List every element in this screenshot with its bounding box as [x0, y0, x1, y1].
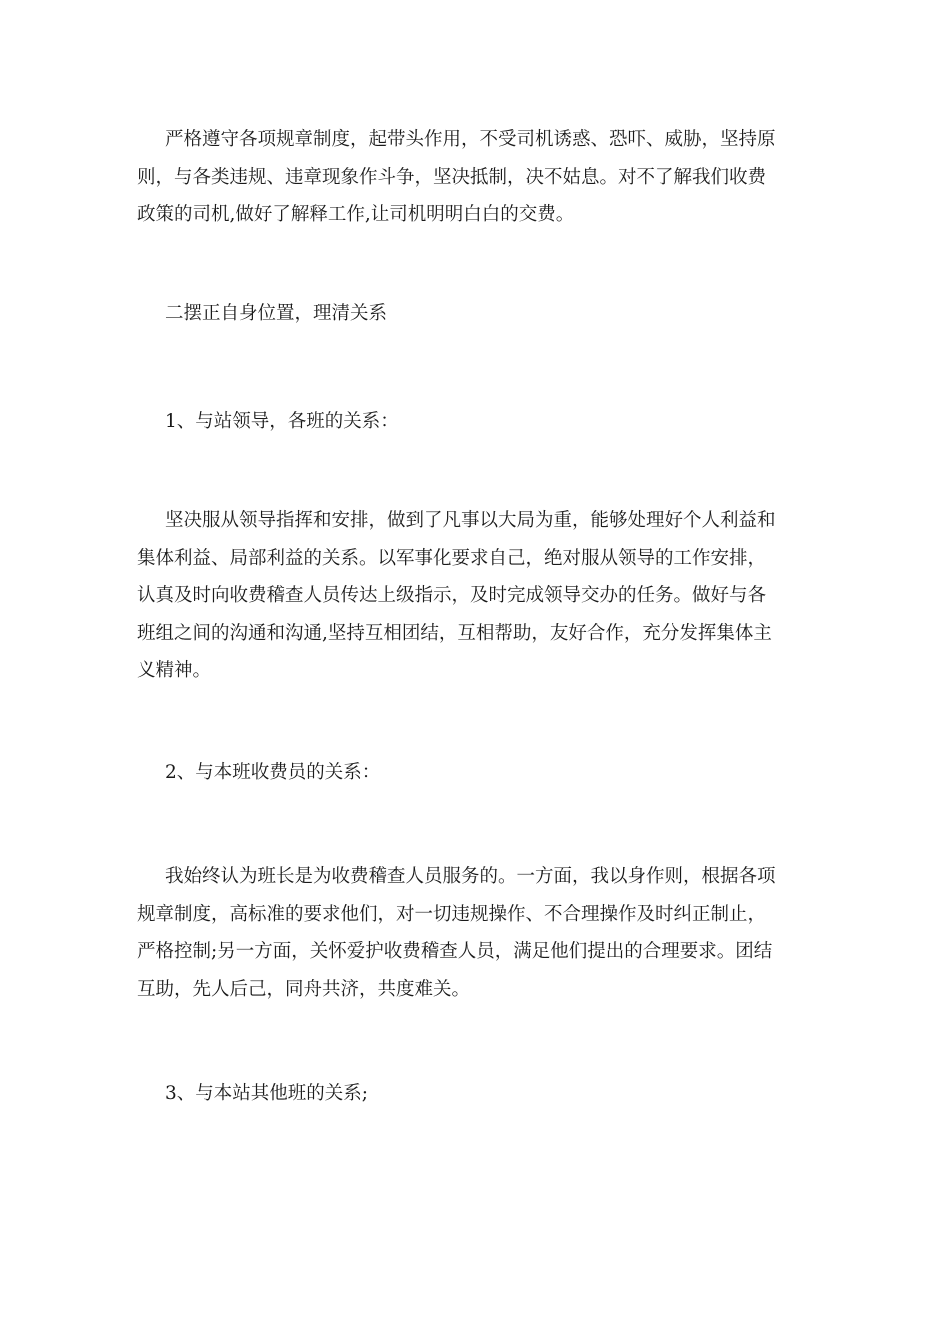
paragraph-serve-staff — [137, 858, 817, 1008]
paragraph-obey-leadership — [137, 502, 817, 690]
paragraph-line: 认真及时向收费稽查人员传达上级指示，及时完成领导交办的任务。做好与各 — [137, 585, 767, 606]
paragraph-line: 则，与各类违规、违章现象作斗争，坚决抵制，决不姑息。对不了解我们收费 — [137, 166, 767, 188]
section-heading-position — [137, 295, 817, 333]
paragraph-line: 政策的司机,做好了解释工作,让司机明明白白的交费。 — [137, 204, 575, 225]
subheading-text: 2、与本班收费员的关系： — [165, 762, 381, 783]
subheading-other-shifts-relations — [137, 1075, 817, 1113]
subheading-text: 1、与站领导，各班的关系： — [165, 411, 399, 432]
paragraph-line: 规章制度，高标准的要求他们，对一切违规操作、不合理操作及时纠正制止， — [137, 903, 767, 925]
paragraph-line: 我始终认为班长是为收费稽查人员服务的。一方面，我以身作则，根据各项 — [165, 866, 776, 887]
subheading-text: 3、与本站其他班的关系; — [165, 1083, 369, 1104]
paragraph-line: 义精神。 — [137, 660, 212, 681]
heading-text: 二摆正自身位置，理清关系 — [165, 303, 388, 324]
subheading-leadership-relations — [137, 403, 817, 441]
paragraph-line: 集体利益、局部利益的关系。以军事化要求自己，绝对服从领导的工作安排， — [137, 547, 767, 569]
paragraph-rules-compliance — [137, 121, 817, 234]
paragraph-line: 严格控制;另一方面，关怀爱护收费稽查人员，满足他们提出的合理要求。团结 — [137, 941, 773, 962]
paragraph-line: 互助，先人后己，同舟共济，共度难关。 — [137, 978, 471, 1000]
paragraph-line: 班组之间的沟通和沟通,坚持互相团结，互相帮助，友好合作，充分发挥集体主 — [137, 622, 772, 644]
paragraph-line: 严格遵守各项规章制度，起带头作用，不受司机诱惑、恐吓、威胁，坚持原 — [165, 129, 776, 150]
subheading-collectors-relations — [137, 754, 817, 792]
paragraph-line: 坚决服从领导指挥和安排，做到了凡事以大局为重，能够处理好个人利益和 — [165, 510, 776, 531]
